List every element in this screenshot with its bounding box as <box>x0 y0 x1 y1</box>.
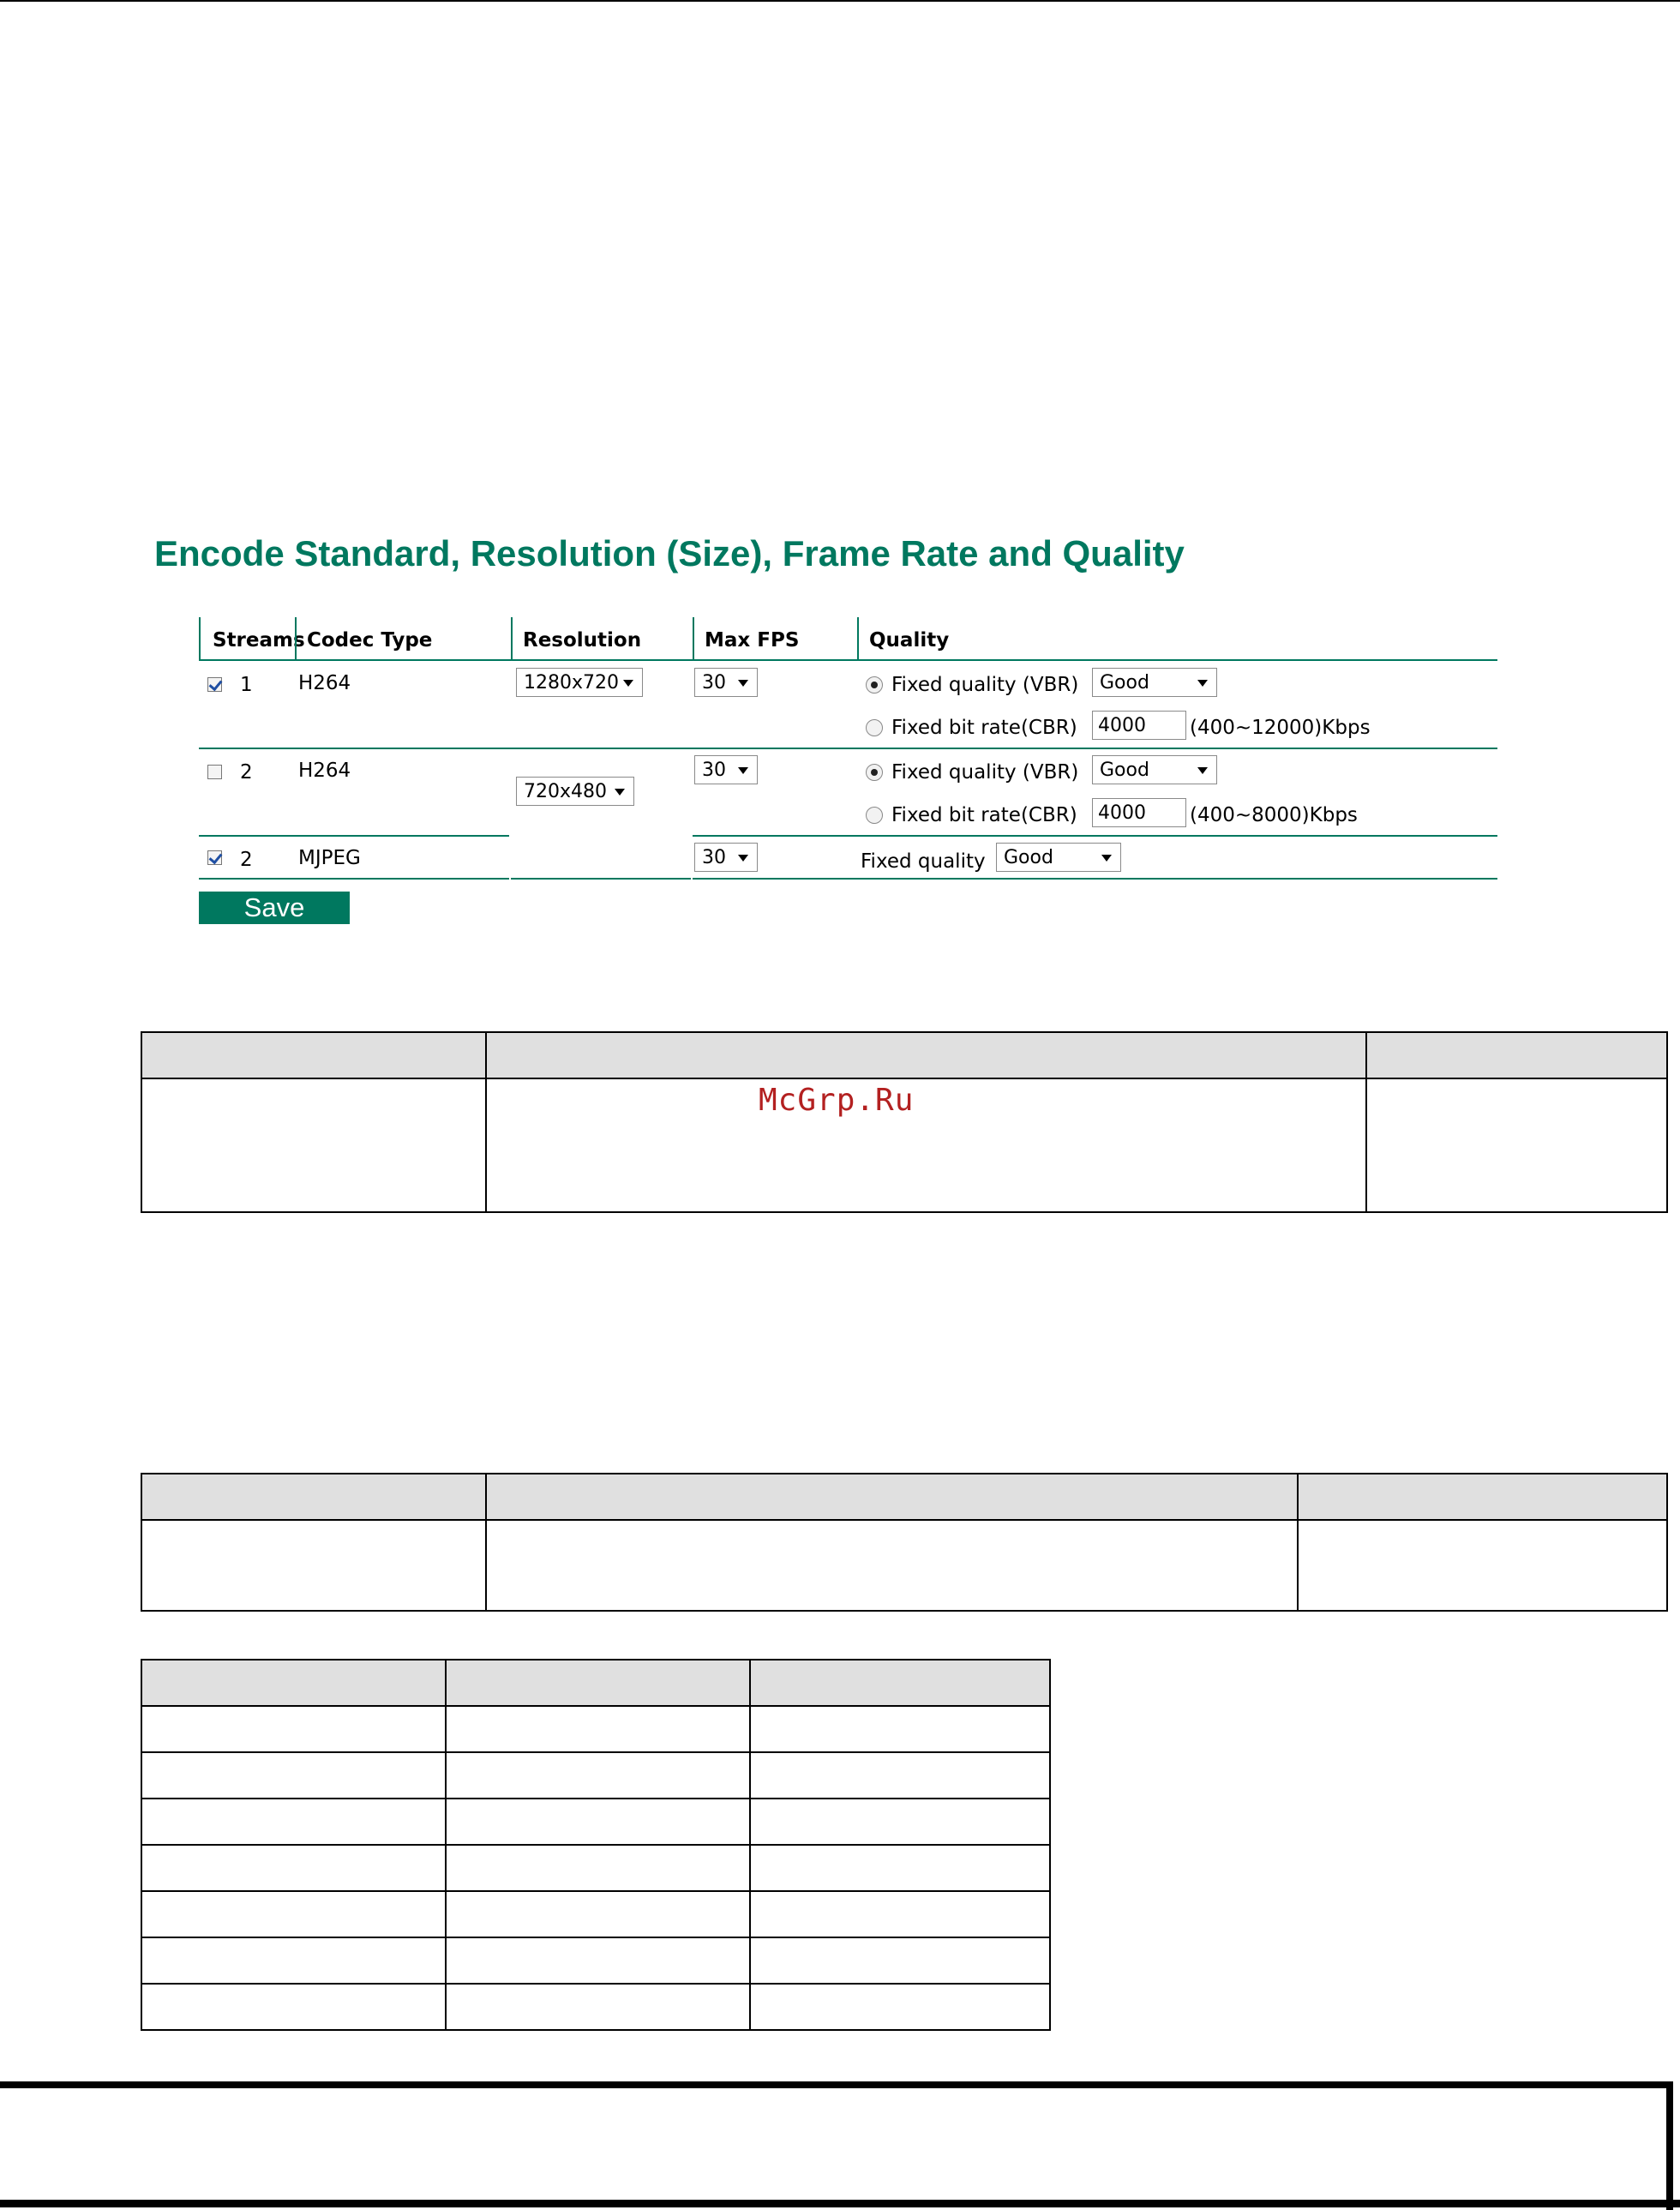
header-resolution: Resolution <box>511 617 693 660</box>
stream-2-vbr-quality-select[interactable]: Good <box>1092 755 1217 784</box>
stream-1-vbr-radio[interactable] <box>866 676 883 694</box>
footer-frame <box>0 2081 1673 2210</box>
stream-1-checkbox[interactable] <box>207 677 222 692</box>
header-quality: Quality <box>857 617 1499 660</box>
stream-2-cbr-label: Fixed bit rate(CBR) <box>891 804 1077 826</box>
table-1 <box>141 1031 1668 1213</box>
stream-1-cbr-radio[interactable] <box>866 719 883 736</box>
stream-3-fixed-quality-select[interactable]: Good <box>996 843 1121 872</box>
chevron-down-icon <box>1197 680 1208 687</box>
header-streams: Streams <box>199 617 295 660</box>
stream-2-codec: H264 <box>298 760 351 782</box>
stream-3-checkbox[interactable] <box>207 850 222 865</box>
chevron-down-icon <box>615 789 625 796</box>
stream-3-number: 2 <box>240 849 253 871</box>
stream-1-cbr-label: Fixed bit rate(CBR) <box>891 717 1077 739</box>
stream-2-number: 2 <box>240 761 253 784</box>
stream-1-vbr-label: Fixed quality (VBR) <box>891 674 1079 696</box>
row-1-divider <box>199 748 1497 749</box>
footer-bottom-rule <box>0 2200 1680 2207</box>
stream-2-fps-select[interactable]: 30 <box>694 755 758 784</box>
stream-3-fps-select[interactable]: 30 <box>694 843 758 872</box>
table-3 <box>141 1659 1051 2031</box>
stream-2-resolution-select[interactable]: 720x480 <box>516 777 634 806</box>
stream-1-fps-select[interactable]: 30 <box>694 668 758 697</box>
stream-2-vbr-label: Fixed quality (VBR) <box>891 761 1079 784</box>
row-3-divider-mid <box>511 878 691 880</box>
stream-3-codec: MJPEG <box>298 847 361 869</box>
chevron-down-icon <box>738 767 748 774</box>
top-rule <box>0 0 1680 2</box>
chevron-down-icon <box>1101 855 1112 862</box>
row-2-divider-right <box>693 835 1497 837</box>
header-codec-type: Codec Type <box>295 617 511 660</box>
row-2-divider-left <box>199 835 509 837</box>
stream-2-vbr-radio[interactable] <box>866 764 883 781</box>
row-3-divider-left <box>199 878 509 880</box>
stream-1-cbr-bitrate-input[interactable]: 4000 <box>1092 711 1186 740</box>
encode-settings-panel <box>199 617 1497 926</box>
chevron-down-icon <box>738 855 748 862</box>
stream-3-fixed-quality-label: Fixed quality <box>861 850 986 873</box>
chevron-down-icon <box>1197 767 1208 774</box>
stream-1-vbr-quality-select[interactable]: Good <box>1092 668 1217 697</box>
save-button[interactable]: Save <box>199 892 350 924</box>
header-divider <box>199 659 1497 661</box>
stream-2-checkbox[interactable] <box>207 765 222 779</box>
chevron-down-icon <box>623 680 633 687</box>
stream-2-cbr-range: (400~8000)Kbps <box>1190 804 1358 826</box>
table-2 <box>141 1473 1668 1612</box>
watermark: McGrp.Ru <box>759 1083 915 1118</box>
stream-1-resolution-select[interactable]: 1280x720 <box>516 668 643 697</box>
stream-1-cbr-range: (400~12000)Kbps <box>1190 717 1371 739</box>
stream-1-codec: H264 <box>298 672 351 694</box>
row-3-divider-right <box>693 878 1497 880</box>
stream-2-cbr-radio[interactable] <box>866 807 883 824</box>
section-title: Encode Standard, Resolution (Size), Frame Rate and Quality <box>154 533 1185 574</box>
stream-1-number: 1 <box>240 674 253 696</box>
header-max-fps: Max FPS <box>693 617 857 660</box>
chevron-down-icon <box>738 680 748 687</box>
stream-2-cbr-bitrate-input[interactable]: 4000 <box>1092 798 1186 827</box>
